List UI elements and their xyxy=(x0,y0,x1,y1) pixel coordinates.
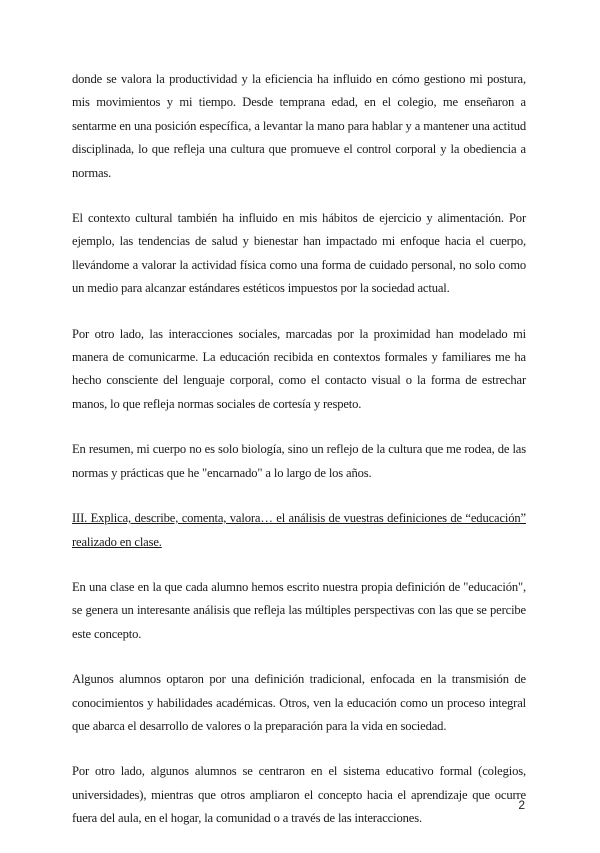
section-paragraph: Algunos alumnos optaron por una definición tradicional, enfocada en la transmisión de conocimientos y habilidades académicas. Otros, ven la educación como un proceso integral que abarca el desarrollo de valores o la preparación para la vida en sociedad. xyxy=(72,672,526,733)
document-page xyxy=(72,68,526,853)
body-paragraph: donde se valora la productividad y la eficiencia ha influido en cómo gestiono mi postura, mis movimientos y mi tiempo. Desde temprana edad, en el colegio, me enseñaron a sentarme en una posición específica, a levantar la mano para hablar y a mantener una actitud disciplinada, lo que refleja una cultura que promueve el control corporal y la obediencia a normas. xyxy=(72,72,526,180)
body-paragraph: El contexto cultural también ha influido en mis hábitos de ejercicio y alimentación. Por ejemplo, las tendencias de salud y bienestar han impactado mi enfoque hacia el cuerpo, llevándome a valorar la actividad física como una forma de cuidado personal, no solo como un medio para alcanzar estándares estéticos impuestos por la sociedad actual. xyxy=(72,211,526,296)
section-paragraph: En una clase en la que cada alumno hemos escrito nuestra propia definición de "educación", se genera un interesante análisis que refleja las múltiples perspectivas con las que se percibe este concepto. xyxy=(72,579,526,641)
section-heading: III. Explica, describe, comenta, valora… el análisis de vuestras definiciones de “educación” realizado en clase. xyxy=(72,511,526,549)
section-paragraph: Por otro lado, algunos alumnos se centraron en el sistema educativo formal (colegios, universidades), mientras que otros ampliaron el concepto hacia el aprendizaje que ocurre fuera del aula, en el hogar, la comunidad o a través de las interacciones. xyxy=(72,764,526,826)
page-number: 2 xyxy=(518,798,525,812)
body-paragraph: Por otro lado, las interacciones sociales, marcadas por la proximidad han modelado mi manera de comunicarme. La educación recibida en contextos formales y familiares me ha hecho consciente del lenguaje corporal, como el contacto visual o la forma de estrechar manos, lo que refleja normas sociales de cortesía y respeto. xyxy=(72,326,526,411)
body-paragraph: En resumen, mi cuerpo no es solo biología, sino un reflejo de la cultura que me rodea, de las normas y prácticas que he "encarnado" a lo largo de los años. xyxy=(72,442,526,480)
